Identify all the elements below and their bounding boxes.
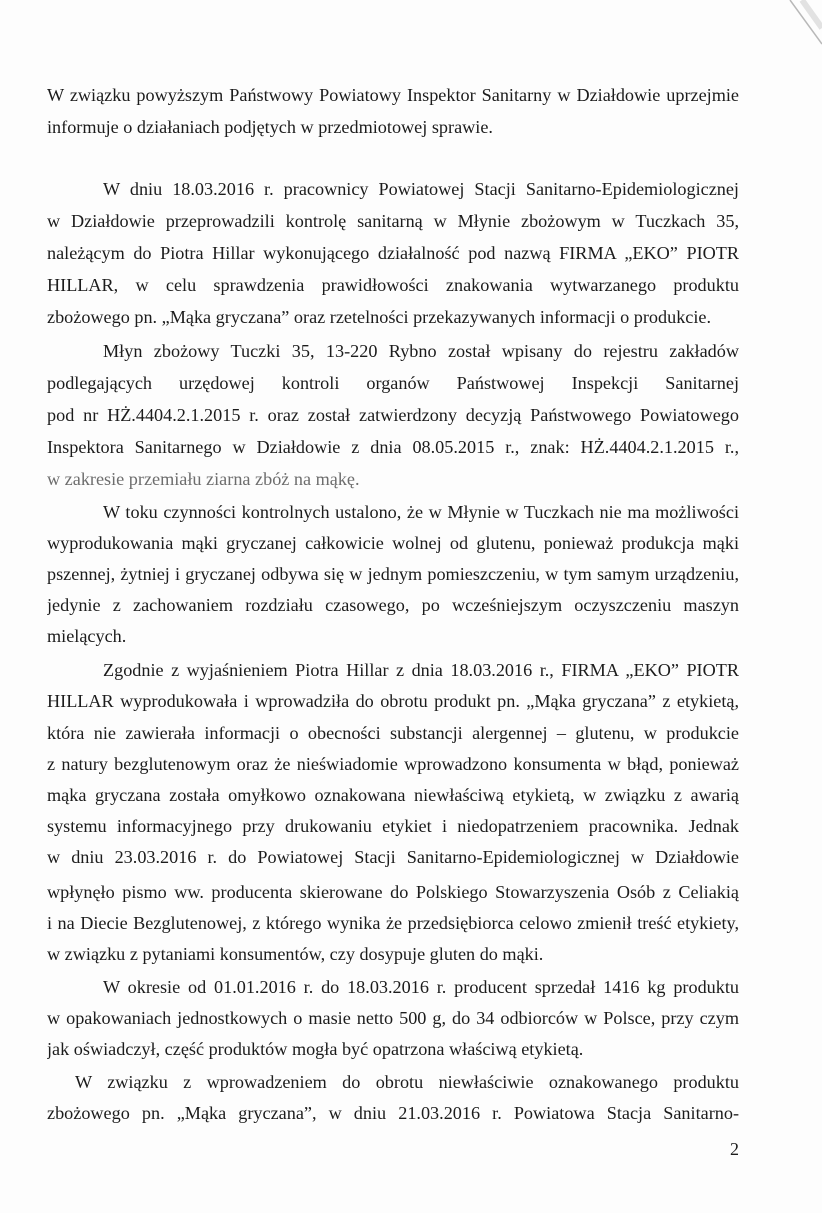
text-line: w opakowaniach jednostkowych o masie netto 500 g, do 34 odbiorców w Polsce, przy czym — [47, 1008, 739, 1028]
text-line: W związku powyższym Państwowy Powiatowy Inspektor Sanitarny w Działdowie uprzejmie — [47, 85, 739, 105]
text-line: zbożowego pn. „Mąka gryczana”, w dniu 21.03.2016 r. Powiatowa Stacja Sanitarno- — [47, 1103, 739, 1123]
text-line: pszennej, żytniej i gryczanej odbywa się w jednym pomieszczeniu, w tym samym urządzeniu, — [47, 564, 739, 584]
text-line: W dniu 18.03.2016 r. pracownicy Powiatowej Stacji Sanitarno-Epidemiologicznej — [103, 179, 739, 199]
text-line: jak oświadczył, część produktów mogła być opatrzona właściwą etykietą. — [47, 1039, 584, 1059]
text-line: i na Diecie Bezglutenowej, z którego wynika że przedsiębiorca celowo zmienił treść etykiety, — [47, 913, 739, 933]
text-line: z natury bezglutenowym oraz że nieświadomie wprowadzono konsumenta w błąd, ponieważ — [47, 754, 739, 774]
text-line: Zgodnie z wyjaśnieniem Piotra Hillar z dnia 18.03.2016 r., FIRMA „EKO” PIOTR — [103, 660, 739, 680]
text-line: informuje o działaniach podjętych w przedmiotowej sprawie. — [47, 117, 493, 137]
text-line: jedynie z zachowaniem rozdziału czasowego, po wcześniejszym oczyszczeniu maszyn — [47, 595, 739, 615]
text-line: mąka gryczana została omyłkowo oznakowana niewłaściwą etykietą, w związku z awarią — [47, 785, 739, 805]
page-corner-fold — [782, 0, 822, 60]
text-line: w Działdowie przeprowadzili kontrolę sanitarną w Młynie zbożowym w Tuczkach 35, — [47, 211, 739, 231]
text-line: w zakresie przemiału ziarna zbóż na mąkę. — [47, 469, 360, 489]
text-line: wyprodukowania mąki gryczanej całkowicie wolnej od glutenu, ponieważ produkcja mąki — [47, 533, 739, 553]
text-line: należącym do Piotra Hillar wykonującego działalność pod nazwą FIRMA „EKO” PIOTR — [47, 243, 739, 263]
text-line: W toku czynności kontrolnych ustalono, że w Młynie w Tuczkach nie ma możliwości — [103, 502, 739, 522]
text-line: w dniu 23.03.2016 r. do Powiatowej Stacji Sanitarno-Epidemiologicznej w Działdowie — [47, 847, 739, 867]
page-number: 2 — [730, 1139, 739, 1159]
text-line: pod nr HŻ.4404.2.1.2015 r. oraz został zatwierdzony decyzją Państwowego Powiatowego — [47, 405, 739, 425]
text-line: podlegających urzędowej kontroli organów Państwowej Inspekcji Sanitarnej — [47, 373, 739, 393]
text-line: w związku z pytaniami konsumentów, czy dosypuje gluten do mąki. — [47, 944, 544, 964]
text-line: która nie zawierała informacji o obecności substancji alergennej – glutenu, w produkcie — [47, 723, 739, 743]
text-line: zbożowego pn. „Mąka gryczana” oraz rzetelności przekazywanych informacji o produkcie. — [47, 307, 712, 327]
text-line: wpłynęło pismo ww. producenta skierowane do Polskiego Stowarzyszenia Osób z Celiakią — [47, 882, 739, 902]
text-line: W związku z wprowadzeniem do obrotu niewłaściwie oznakowanego produktu — [75, 1072, 739, 1092]
text-line: systemu informacyjnego przy drukowaniu etykiet i niedopatrzeniem pracownika. Jednak — [47, 816, 739, 836]
text-line: Inspektora Sanitarnego w Działdowie z dnia 08.05.2015 r., znak: HŻ.4404.2.1.2015 r., — [47, 437, 739, 457]
text-line: W okresie od 01.01.2016 r. do 18.03.2016 r. producent sprzedał 1416 kg produktu — [103, 977, 739, 997]
text-line: mielących. — [47, 626, 127, 646]
text-line: HILLAR wyprodukowała i wprowadziła do obrotu produkt pn. „Mąka gryczana” z etykietą, — [47, 691, 739, 711]
text-line: Młyn zbożowy Tuczki 35, 13-220 Rybno został wpisany do rejestru zakładów — [103, 341, 739, 361]
text-line: HILLAR, w celu sprawdzenia prawidłowości znakowania wytwarzanego produktu — [47, 275, 739, 295]
